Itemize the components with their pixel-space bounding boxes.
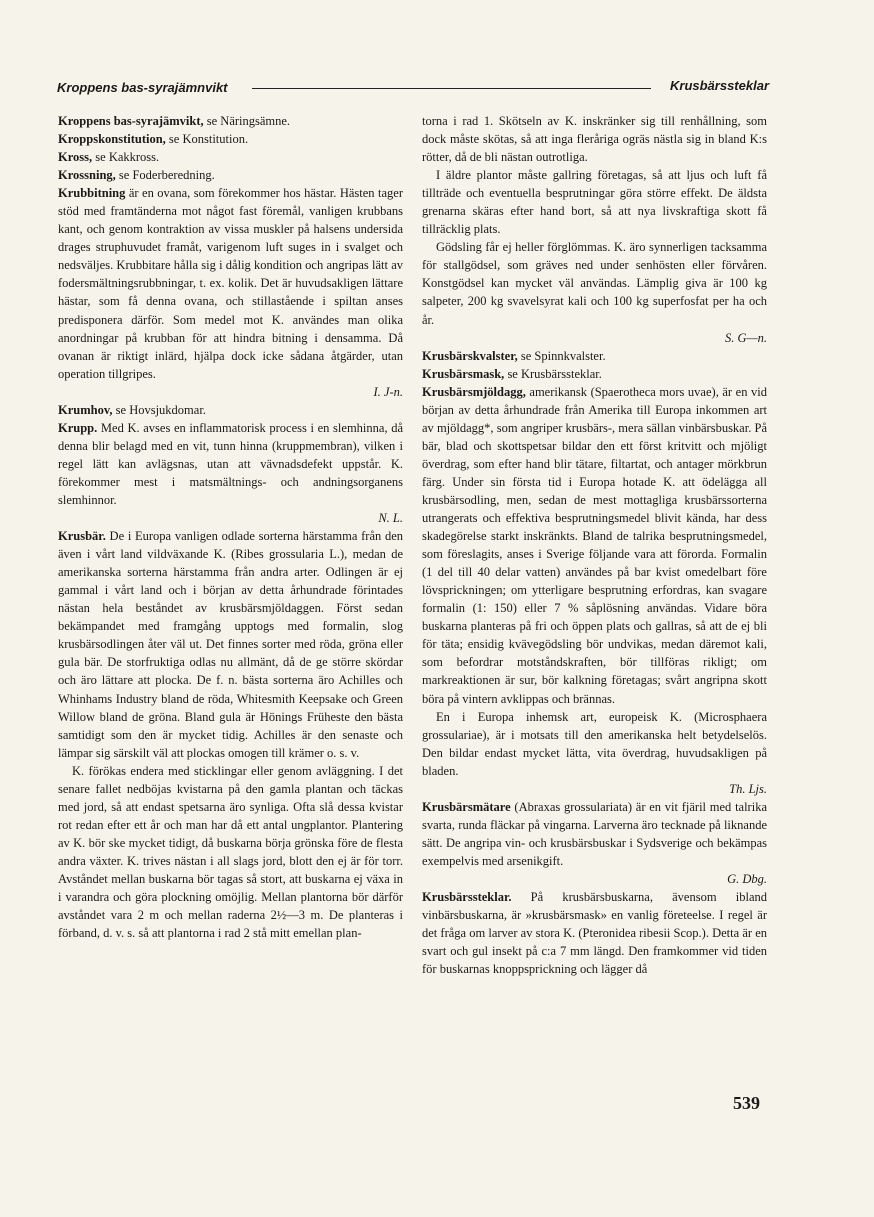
page-number: 539 bbox=[733, 1093, 760, 1113]
signature: Th. Ljs. bbox=[729, 781, 767, 796]
right-column bbox=[422, 112, 767, 978]
entry: Kroppskonstitution, se Konstitution. bbox=[58, 132, 249, 147]
signature: S. G—n. bbox=[724, 330, 767, 345]
paragraph: torna i rad 1. Skötseln av K. inskränker sig till renhållning, som dock måste skötas, så att inga fleråriga ogräs nästla sig in bland K:s rötter, då de bli nästan outrotliga. bbox=[422, 114, 767, 165]
paragraph: K. förökas endera med sticklingar eller genom avläggning. I det senare fallet nedböjas kvistarna på den gamla plantan och täckas med jord, så att endast spetsarna äro synliga. Ofta slå dessa kvistar rot redan efter ett år och man har då ett antal ungplantor. Plantering av K. bör ske mycket tidigt, då buskarna börja grönska före de flesta andra växter. K. trives nästan i all slags jord, blott den ej är för torr. Avståndet mellan buskarna bör tagas så stort, att buskarna ej växa in i varandra och göra plockning omöjlig. Mellan plantorna bör därför avståndet vara 2 m och mellan raderna 2½—3 m. De planteras i förband, d. v. s. så att plantorna i rad 2 stå mitt emellan plan- bbox=[58, 763, 403, 941]
header-right-title: Krusbärssteklar bbox=[670, 78, 769, 93]
running-header bbox=[57, 76, 769, 98]
entry: Krusbärsmjöldagg, amerikansk (Spaerotheca mors uvae), är en vid början av detta århundrade från Amerika till Europa inkommen art av mjöldagg*, som angriper krusbärs-, mera sällan vinbärsbuskar. På bär, blad och skottspetsar bildar den ett först kritvitt och mjöligt överdrag, som efter hand blir tätare, filtartat, och antager mörkbrun färg. Under sin första tid i Europa hotade K. att ödelägga all krusbärsodling, men, sedan de mest mottagliga krusbärssorterna utrangerats och effektiva besprutningsmedel blivit kända, har dess skadegörelse starkt inskränkts. Bland de talrika besprutningsmedel, som föreslagits, anses i Sverige följande vara att förorda. Formalin (1 del till 40 delar vatten) användes på bar kvist omedelbart före lövsprickningen; om ytterligare besprutning erfordras, kan svagare formalin (1: 150) eller 7 % såplösning användas. Vidare böra buskarna planteras på fri och öppen plats och gallras, så att de ej bli för täta; ensidig kvävegödsling bör undvikas, medan däremot kali, som befordrar motståndskraften, bör tillföras rikligt; om markreaktionen är sur, bör kalkning företagas; svårt angripna skott böra på vintern avklippas och brännas. bbox=[422, 384, 767, 706]
entry: Kross, se Kakkross. bbox=[58, 150, 160, 165]
entry: Krumhov, se Hovsjukdomar. bbox=[58, 402, 206, 417]
paragraph: Gödsling får ej heller förglömmas. K. äro synnerligen tacksamma för stallgödsel, som gräves ned under senhösten eller förvåren. Konstgödsel kan mycket väl användas. Lämplig giva är 100 kg salpeter, 200 kg svavelsyrat kali och 100 kg superfosfat per ha och år. bbox=[422, 240, 767, 327]
left-column bbox=[58, 112, 403, 942]
entry: Krusbärsmask, se Krusbärssteklar. bbox=[422, 366, 602, 381]
entry: Krupp. Med K. avses en inflammatorisk process i en slemhinna, då denna blir belagd med en vit, tunn hinna (kruppmembran), vilken i regel lätt kan avlägsnas, utan att vävnadsdefekt uppstår. K. förekommer mest i matsmältnings- och andningsorganens slemhinnor. bbox=[58, 420, 403, 507]
paragraph: En i Europa inhemsk art, europeisk K. (Microsphaera grossulariae), är i motsats till den amerikanska helt betydelselös. Den bildar endast mycket lätta, vita överdrag, huvudsakligen på bladen. bbox=[422, 709, 767, 778]
header-rule bbox=[252, 88, 651, 89]
entry: Krossning, se Foderberedning. bbox=[58, 168, 215, 183]
signature: I. J-n. bbox=[373, 384, 403, 399]
header-left-title: Kroppens bas-syrajämnvikt bbox=[57, 80, 228, 95]
paragraph: I äldre plantor måste gallring företagas, så att ljus och luft få tillträde och eventuella besprutningar göra större effekt. De äldsta grenarna skäras efter hand bort, så att nya livskraftiga skott få tillräcklig plats. bbox=[422, 168, 767, 237]
entry: Krusbärsmätare (Abraxas grossulariata) är en vit fjäril med talrika svarta, runda fläckar på vingarna. Larverna äro tecknade på liknande sätt. De angripa vin- och krusbärsbuskar i Sydsverige och bekämpas exempelvis med arsenikgift. bbox=[422, 799, 767, 868]
entry: Krusbär. De i Europa vanligen odlade sorterna härstamma från den även i vårt land vildväxande K. (Ribes grossularia L.), medan de amerikanska sorterna härstamma från andra arter. Odlingen är ej gammal i vårt land och i början av detta århundrade förintades nästan hela beståndet av krusbärsmjöldaggen. Först sedan bekämpandet med framgång upptogs med formalin, slog krusbärsodlingen åter väl ut. Det finnes sorter med röda, gröna eller gula bär. De storfruktiga odlas nu allmänt, då de ge större skördar och äro lättare att plocka. De f. n. bästa sorterna äro Achilles och Whinhams Industry bland de röda, Whitesmith Keepsake och Green Willow bland de gröna. Bland gula är Hönings Früheste den bästa samtidigt som den är mycket tidig. Achilles är den senaste och lämpar sig särskilt väl att plockas omogen till krämer o. s. v. bbox=[58, 529, 403, 760]
entry: Krusbärskvalster, se Spinnkvalster. bbox=[422, 348, 606, 363]
entry: Krusbärssteklar. På krusbärsbuskarna, ävensom ibland vinbärsbuskarna, är »krusbärsmask» en vanlig företeelse. I regel är det fråga om larver av stora K. (Pteronidea ribesii Scop.). Detta är en svart och gul insekt på c:a 7 mm längd. Den framkommer vid tiden för buskarnas knoppsprickning och lägger då bbox=[422, 890, 767, 977]
signature: G. Dbg. bbox=[727, 871, 767, 886]
entry: Kroppens bas-syrajämvikt, se Näringsämne. bbox=[58, 114, 291, 128]
entry: Krubbitning är en ovana, som förekommer hos hästar. Hästen tager stöd med framtänderna mot något fast föremål, vanligen krubbans kant, och genom kontraktion av vissa muskler på halsens undersida drages struphuvudet framåt, varigenom luft suges in i svalget och nedsväljes. Krubbitare hålla sig i dålig kondition och angripas lätt av fodersmältningsrubbningar, t. ex. kolik. Det är huvudsakligen lättare hästar, som få denna ovana, och stillastående i spiltan anses predisponera därför. Som medel mot K. användes man olika anordningar på krubban för att hindra bitning i densamma. Då ovanan är riktigt inlärd, hjälpa dock icke sådana åtgärder, utan operation tillgripes. bbox=[58, 186, 403, 381]
signature: N. L. bbox=[378, 511, 403, 526]
